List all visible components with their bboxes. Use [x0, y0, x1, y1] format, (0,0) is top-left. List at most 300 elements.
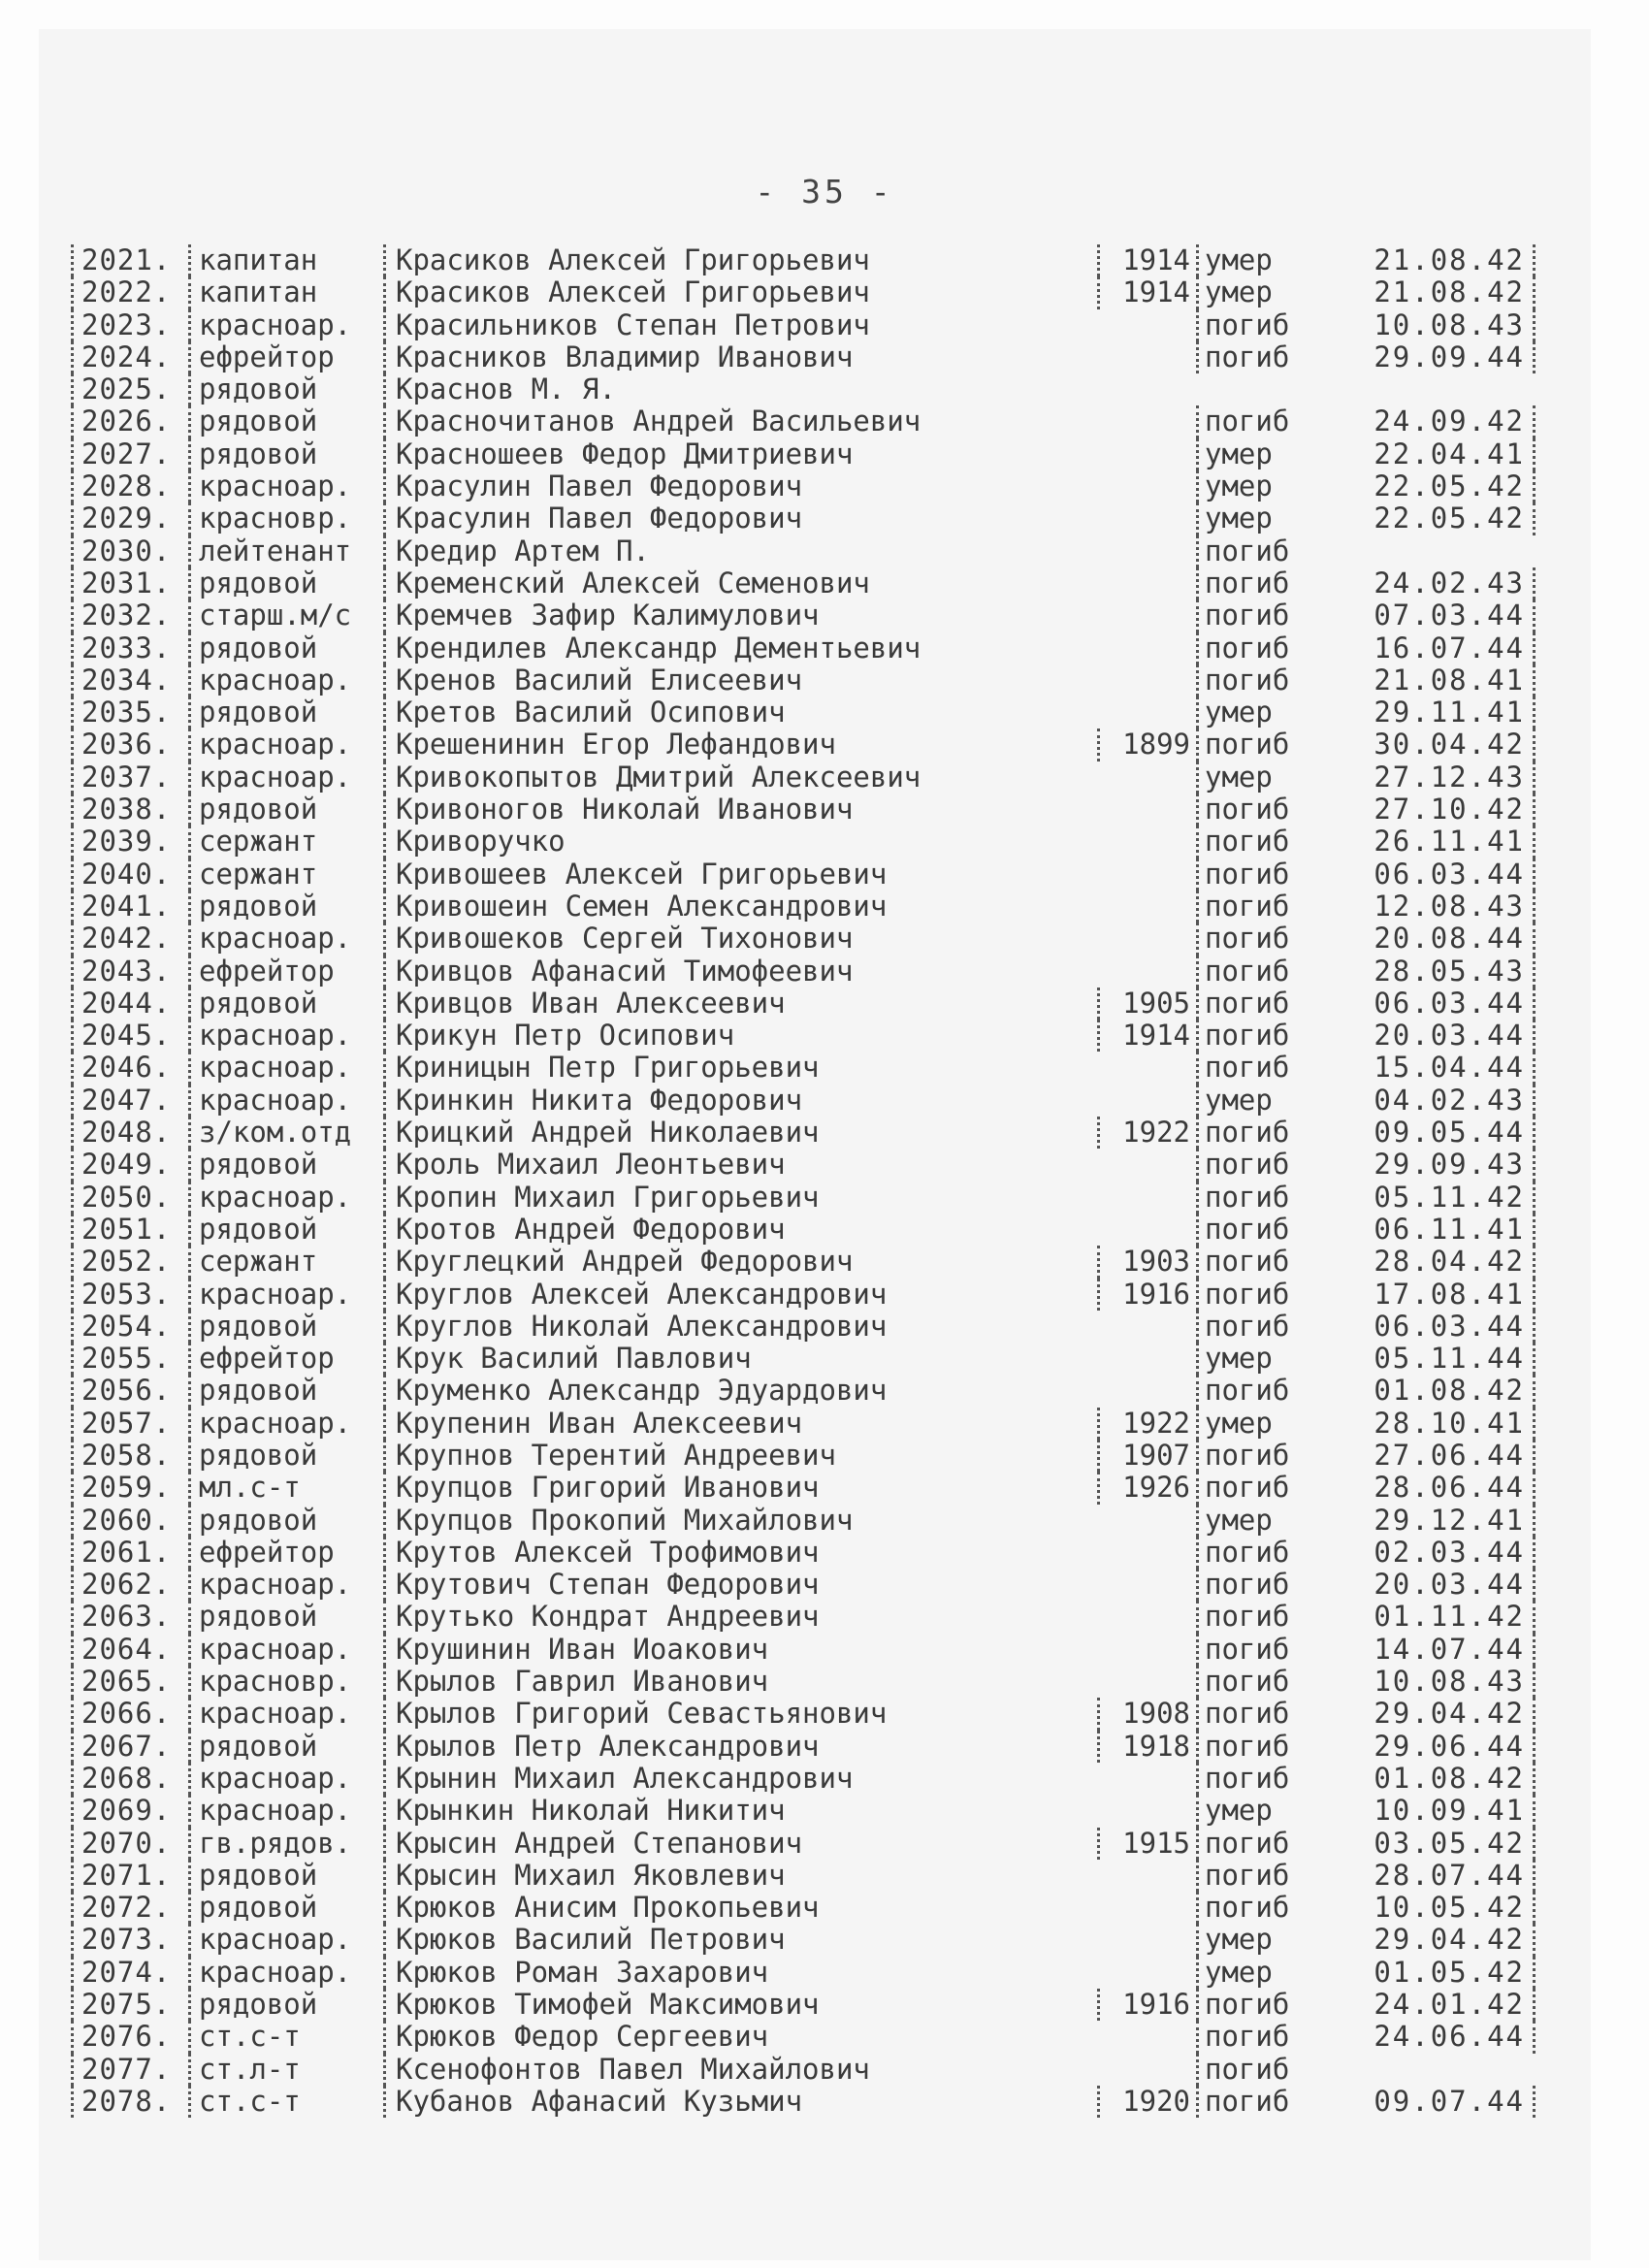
record-number: 2066. — [71, 1698, 187, 1730]
rank: красноар. — [188, 1698, 382, 1730]
record-number: 2070. — [71, 1828, 187, 1860]
date: 10.05.42 — [1332, 1892, 1536, 1924]
status: погиб — [1196, 729, 1332, 761]
rank: красноар. — [188, 470, 382, 502]
record-number: 2068. — [71, 1763, 187, 1795]
status: погиб — [1196, 1375, 1332, 1407]
rank: рядовой — [188, 697, 382, 729]
status: погиб — [1196, 826, 1332, 858]
status: погиб — [1196, 309, 1332, 341]
record-number: 2026. — [71, 405, 187, 437]
date: 06.03.44 — [1332, 859, 1536, 891]
table-row — [71, 276, 1536, 308]
record-number: 2078. — [71, 2086, 187, 2118]
page-number: - 35 - — [755, 173, 894, 211]
table-row — [71, 826, 1536, 858]
record-number: 2055. — [71, 1343, 187, 1375]
status: погиб — [1196, 341, 1332, 373]
status: умер — [1196, 1085, 1332, 1117]
record-number: 2028. — [71, 470, 187, 502]
date: 09.07.44 — [1332, 2086, 1536, 2118]
rank: красноар. — [188, 1795, 382, 1827]
table-row — [71, 1924, 1536, 1956]
rank: рядовой — [188, 1860, 382, 1892]
status: умер — [1196, 502, 1332, 535]
rank: красноар. — [188, 1085, 382, 1117]
status: погиб — [1196, 632, 1332, 664]
record-number: 2053. — [71, 1279, 187, 1311]
status: погиб — [1196, 1989, 1332, 2021]
date: 24.06.44 — [1332, 2021, 1536, 2053]
table-row — [71, 470, 1536, 502]
rank: ефрейтор — [188, 956, 382, 988]
table-row — [71, 1020, 1536, 1052]
status: погиб — [1196, 1440, 1332, 1472]
table-row — [71, 373, 1536, 405]
full-name: Криворучко — [383, 826, 1167, 858]
rank: рядовой — [188, 1149, 382, 1181]
rank: красноар. — [188, 1634, 382, 1666]
table-row — [71, 244, 1536, 276]
record-number: 2048. — [71, 1117, 187, 1149]
rank: красноар. — [188, 729, 382, 761]
status: погиб — [1196, 1279, 1332, 1311]
status: умер — [1196, 276, 1332, 308]
birth-year: 1908 — [1097, 1698, 1196, 1730]
rank: красноар. — [188, 664, 382, 697]
date: 01.05.42 — [1332, 1957, 1536, 1989]
table-row — [71, 761, 1536, 794]
rank: рядовой — [188, 567, 382, 599]
date: 17.08.41 — [1332, 1279, 1536, 1311]
status: погиб — [1196, 2086, 1332, 2118]
status: умер — [1196, 1957, 1332, 1989]
rank: рядовой — [188, 405, 382, 437]
full-name: Кривошеков Сергей Тихонович — [383, 923, 1167, 955]
full-name: Крутько Кондрат Андреевич — [383, 1601, 1167, 1633]
date: 09.05.44 — [1332, 1117, 1536, 1149]
date: 20.08.44 — [1332, 923, 1536, 955]
rank: лейтенант — [188, 535, 382, 567]
full-name: Крылов Григорий Севастьянович — [383, 1698, 1167, 1730]
record-number: 2024. — [71, 341, 187, 373]
date: 27.10.42 — [1332, 794, 1536, 826]
status: погиб — [1196, 956, 1332, 988]
status: умер — [1196, 1505, 1332, 1537]
status: погиб — [1196, 535, 1332, 567]
table-row — [71, 405, 1536, 437]
table-row — [71, 1375, 1536, 1407]
date: 29.09.44 — [1332, 341, 1536, 373]
full-name: Крысин Михаил Яковлевич — [383, 1860, 1167, 1892]
rank: рядовой — [188, 1375, 382, 1407]
record-number: 2067. — [71, 1731, 187, 1763]
date: 29.06.44 — [1332, 1731, 1536, 1763]
rank: ефрейтор — [188, 1537, 382, 1569]
record-number: 2057. — [71, 1408, 187, 1440]
rank: рядовой — [188, 1989, 382, 2021]
full-name: Крынкин Николай Никитич — [383, 1795, 1167, 1827]
date: 24.01.42 — [1332, 1989, 1536, 2021]
table-row — [71, 859, 1536, 891]
birth-year: 1922 — [1097, 1408, 1196, 1440]
date: 27.06.44 — [1332, 1440, 1536, 1472]
status: погиб — [1196, 1537, 1332, 1569]
status: погиб — [1196, 988, 1332, 1020]
full-name: Красулин Павел Федорович — [383, 470, 1167, 502]
status: умер — [1196, 1795, 1332, 1827]
status: погиб — [1196, 859, 1332, 891]
table-row — [71, 891, 1536, 923]
record-number: 2072. — [71, 1892, 187, 1924]
table-row — [71, 2054, 1536, 2086]
status: погиб — [1196, 1182, 1332, 1214]
full-name: Красиков Алексей Григорьевич — [383, 244, 1167, 276]
date: 05.11.42 — [1332, 1182, 1536, 1214]
date: 20.03.44 — [1332, 1020, 1536, 1052]
table-row — [71, 2021, 1536, 2053]
full-name: Кропин Михаил Григорьевич — [383, 1182, 1167, 1214]
status: погиб — [1196, 1311, 1332, 1343]
table-row — [71, 1052, 1536, 1084]
full-name: Круглов Алексей Александрович — [383, 1279, 1167, 1311]
full-name: Кривоногов Николай Иванович — [383, 794, 1167, 826]
record-number: 2042. — [71, 923, 187, 955]
date: 06.11.41 — [1332, 1214, 1536, 1246]
rank: сержант — [188, 859, 382, 891]
record-number: 2021. — [71, 244, 187, 276]
table-row — [71, 1408, 1536, 1440]
record-number: 2074. — [71, 1957, 187, 1989]
rank: рядовой — [188, 373, 382, 405]
record-number: 2058. — [71, 1440, 187, 1472]
table-row — [71, 1472, 1536, 1504]
record-number: 2040. — [71, 859, 187, 891]
full-name: Кредир Артем П. — [383, 535, 1167, 567]
rank: рядовой — [188, 1214, 382, 1246]
full-name: Круменко Александр Эдуардович — [383, 1375, 1167, 1407]
date: 12.08.43 — [1332, 891, 1536, 923]
rank: рядовой — [188, 1440, 382, 1472]
table-row — [71, 1149, 1536, 1181]
record-number: 2075. — [71, 1989, 187, 2021]
date: 29.12.41 — [1332, 1505, 1536, 1537]
date: 03.05.42 — [1332, 1828, 1536, 1860]
date: 20.03.44 — [1332, 1569, 1536, 1601]
rank: красноар. — [188, 923, 382, 955]
table-row — [71, 1085, 1536, 1117]
table-row — [71, 1989, 1536, 2021]
status: погиб — [1196, 1763, 1332, 1795]
status: погиб — [1196, 1569, 1332, 1601]
rank: ефрейтор — [188, 341, 382, 373]
date: 29.04.42 — [1332, 1924, 1536, 1956]
date: 24.09.42 — [1332, 405, 1536, 437]
record-number: 2060. — [71, 1505, 187, 1537]
record-number: 2059. — [71, 1472, 187, 1504]
record-number: 2050. — [71, 1182, 187, 1214]
status: погиб — [1196, 1214, 1332, 1246]
date: 07.03.44 — [1332, 599, 1536, 632]
record-number: 2038. — [71, 794, 187, 826]
record-number: 2033. — [71, 632, 187, 664]
rank: красноар. — [188, 309, 382, 341]
birth-year: 1926 — [1097, 1472, 1196, 1504]
full-name: Красильников Степан Петрович — [383, 309, 1167, 341]
rank: капитан — [188, 244, 382, 276]
birth-year: 1905 — [1097, 988, 1196, 1020]
rank: мл.с-т — [188, 1472, 382, 1504]
date: 22.05.42 — [1332, 502, 1536, 535]
rank: красноар. — [188, 1182, 382, 1214]
status: погиб — [1196, 599, 1332, 632]
date: 28.05.43 — [1332, 956, 1536, 988]
record-number: 2027. — [71, 438, 187, 470]
table-row — [71, 1860, 1536, 1892]
table-row — [71, 438, 1536, 470]
table-row — [71, 923, 1536, 955]
full-name: Крюков Федор Сергеевич — [383, 2021, 1167, 2053]
record-number: 2065. — [71, 1666, 187, 1698]
record-number: 2049. — [71, 1149, 187, 1181]
date: 10.08.43 — [1332, 1666, 1536, 1698]
full-name: Крутов Алексей Трофимович — [383, 1537, 1167, 1569]
record-number: 2032. — [71, 599, 187, 632]
full-name: Кубанов Афанасий Кузьмич — [383, 2086, 1167, 2118]
full-name: Крицкий Андрей Николаевич — [383, 1117, 1167, 1149]
table-row — [71, 502, 1536, 535]
rank: красноар. — [188, 1957, 382, 1989]
table-row — [71, 1763, 1536, 1795]
record-number: 2035. — [71, 697, 187, 729]
full-name: Кривокопытов Дмитрий Алексеевич — [383, 761, 1167, 794]
birth-year: 1914 — [1097, 276, 1196, 308]
record-number: 2056. — [71, 1375, 187, 1407]
date: 01.08.42 — [1332, 1375, 1536, 1407]
table-row — [71, 632, 1536, 664]
full-name: Кринкин Никита Федорович — [383, 1085, 1167, 1117]
record-number: 2054. — [71, 1311, 187, 1343]
record-number: 2031. — [71, 567, 187, 599]
table-row — [71, 1279, 1536, 1311]
full-name: Кривошеин Семен Александрович — [383, 891, 1167, 923]
record-number: 2043. — [71, 956, 187, 988]
status: умер — [1196, 1924, 1332, 1956]
birth-year: 1918 — [1097, 1731, 1196, 1763]
record-number: 2036. — [71, 729, 187, 761]
table-row — [71, 1214, 1536, 1246]
date: 21.08.41 — [1332, 664, 1536, 697]
date: 01.11.42 — [1332, 1601, 1536, 1633]
rank: рядовой — [188, 1311, 382, 1343]
date: 10.09.41 — [1332, 1795, 1536, 1827]
rank: красноар. — [188, 1924, 382, 1956]
full-name: Крюков Роман Захарович — [383, 1957, 1167, 1989]
table-row — [71, 567, 1536, 599]
status: погиб — [1196, 891, 1332, 923]
full-name: Кривцов Иван Алексеевич — [383, 988, 1167, 1020]
rank: рядовой — [188, 891, 382, 923]
status: умер — [1196, 1408, 1332, 1440]
status: погиб — [1196, 1860, 1332, 1892]
date: 14.07.44 — [1332, 1634, 1536, 1666]
status: умер — [1196, 244, 1332, 276]
date: 22.05.42 — [1332, 470, 1536, 502]
table-row — [71, 1828, 1536, 1860]
status: погиб — [1196, 2021, 1332, 2053]
full-name: Кривошеев Алексей Григорьевич — [383, 859, 1167, 891]
full-name: Кремчев Зафир Калимулович — [383, 599, 1167, 632]
date: 05.11.44 — [1332, 1343, 1536, 1375]
full-name: Крылов Гаврил Иванович — [383, 1666, 1167, 1698]
table-row — [71, 1634, 1536, 1666]
table-row — [71, 535, 1536, 567]
status: погиб — [1196, 1666, 1332, 1698]
date: 10.08.43 — [1332, 309, 1536, 341]
rank: старш.м/с — [188, 599, 382, 632]
rank: гв.рядов. — [188, 1828, 382, 1860]
rank: рядовой — [188, 1601, 382, 1633]
record-number: 2044. — [71, 988, 187, 1020]
rank: красноар. — [188, 1569, 382, 1601]
record-number: 2071. — [71, 1860, 187, 1892]
table-row — [71, 794, 1536, 826]
full-name: Крынин Михаил Александрович — [383, 1763, 1167, 1795]
full-name: Кротов Андрей Федорович — [383, 1214, 1167, 1246]
full-name: Крупцов Григорий Иванович — [383, 1472, 1167, 1504]
status: умер — [1196, 438, 1332, 470]
rank: рядовой — [188, 632, 382, 664]
table-row — [71, 988, 1536, 1020]
full-name: Кроль Михаил Леонтьевич — [383, 1149, 1167, 1181]
full-name: Кременский Алексей Семенович — [383, 567, 1167, 599]
full-name: Крысин Андрей Степанович — [383, 1828, 1167, 1860]
rank: красновр. — [188, 502, 382, 535]
status: погиб — [1196, 1052, 1332, 1084]
table-row — [71, 1343, 1536, 1375]
table-row — [71, 1957, 1536, 1989]
full-name: Краснов М. Я. — [383, 373, 1167, 405]
date: 24.02.43 — [1332, 567, 1536, 599]
status: погиб — [1196, 1149, 1332, 1181]
rank: сержант — [188, 1246, 382, 1278]
date: 15.04.44 — [1332, 1052, 1536, 1084]
full-name: Крупнов Терентий Андреевич — [383, 1440, 1167, 1472]
full-name: Круглецкий Андрей Федорович — [383, 1246, 1167, 1278]
record-number: 2045. — [71, 1020, 187, 1052]
birth-year: 1914 — [1097, 244, 1196, 276]
status: погиб — [1196, 1698, 1332, 1730]
status: погиб — [1196, 1731, 1332, 1763]
table-row — [71, 664, 1536, 697]
status: погиб — [1196, 1117, 1332, 1149]
record-number: 2030. — [71, 535, 187, 567]
record-number: 2039. — [71, 826, 187, 858]
record-number: 2073. — [71, 1924, 187, 1956]
birth-year: 1907 — [1097, 1440, 1196, 1472]
full-name: Крикун Петр Осипович — [383, 1020, 1167, 1052]
rank: рядовой — [188, 1731, 382, 1763]
birth-year: 1903 — [1097, 1246, 1196, 1278]
date: 04.02.43 — [1332, 1085, 1536, 1117]
record-number: 2076. — [71, 2021, 187, 2053]
birth-year: 1915 — [1097, 1828, 1196, 1860]
full-name: Крылов Петр Александрович — [383, 1731, 1167, 1763]
table-row — [71, 1795, 1536, 1827]
date: 22.04.41 — [1332, 438, 1536, 470]
rank: красноар. — [188, 1763, 382, 1795]
full-name: Красиков Алексей Григорьевич — [383, 276, 1167, 308]
record-number: 2022. — [71, 276, 187, 308]
record-number: 2062. — [71, 1569, 187, 1601]
date: 26.11.41 — [1332, 826, 1536, 858]
date: 30.04.42 — [1332, 729, 1536, 761]
record-number: 2046. — [71, 1052, 187, 1084]
table-row — [71, 1537, 1536, 1569]
table-row — [71, 599, 1536, 632]
date: 27.12.43 — [1332, 761, 1536, 794]
full-name: Кретов Василий Осипович — [383, 697, 1167, 729]
rank: рядовой — [188, 1892, 382, 1924]
table-row — [71, 1892, 1536, 1924]
status: погиб — [1196, 1472, 1332, 1504]
rank: з/ком.отд — [188, 1117, 382, 1149]
date: 28.10.41 — [1332, 1408, 1536, 1440]
status: погиб — [1196, 1020, 1332, 1052]
table-row — [71, 309, 1536, 341]
full-name: Крюков Анисим Прокопьевич — [383, 1892, 1167, 1924]
date: 28.06.44 — [1332, 1472, 1536, 1504]
date: 29.04.42 — [1332, 1698, 1536, 1730]
full-name: Круглов Николай Александрович — [383, 1311, 1167, 1343]
rank: ст.с-т — [188, 2021, 382, 2053]
full-name: Красночитанов Андрей Васильевич — [383, 405, 1167, 437]
full-name: Крендилев Александр Дементьевич — [383, 632, 1167, 664]
record-number: 2064. — [71, 1634, 187, 1666]
status: умер — [1196, 470, 1332, 502]
full-name: Кривцов Афанасий Тимофеевич — [383, 956, 1167, 988]
casualty-register — [71, 244, 1536, 2118]
table-row — [71, 1569, 1536, 1601]
date: 02.03.44 — [1332, 1537, 1536, 1569]
rank: рядовой — [188, 794, 382, 826]
record-number: 2047. — [71, 1085, 187, 1117]
table-row — [71, 1601, 1536, 1633]
record-number: 2023. — [71, 309, 187, 341]
record-number: 2051. — [71, 1214, 187, 1246]
rank: красноар. — [188, 1052, 382, 1084]
status: погиб — [1196, 1601, 1332, 1633]
date: 21.08.42 — [1332, 244, 1536, 276]
date: 06.03.44 — [1332, 1311, 1536, 1343]
full-name: Крук Василий Павлович — [383, 1343, 1167, 1375]
record-number: 2052. — [71, 1246, 187, 1278]
full-name: Крешенинин Егор Лефандович — [383, 729, 1167, 761]
full-name: Красников Владимир Иванович — [383, 341, 1167, 373]
record-number: 2029. — [71, 502, 187, 535]
rank: красноар. — [188, 1408, 382, 1440]
full-name: Криницын Петр Григорьевич — [383, 1052, 1167, 1084]
full-name: Кренов Василий Елисеевич — [383, 664, 1167, 697]
birth-year: 1916 — [1097, 1279, 1196, 1311]
rank: красноар. — [188, 761, 382, 794]
record-number: 2077. — [71, 2054, 187, 2086]
rank: красновр. — [188, 1666, 382, 1698]
birth-year: 1920 — [1097, 2086, 1196, 2118]
status: погиб — [1196, 567, 1332, 599]
rank: ефрейтор — [188, 1343, 382, 1375]
table-row — [71, 1731, 1536, 1763]
